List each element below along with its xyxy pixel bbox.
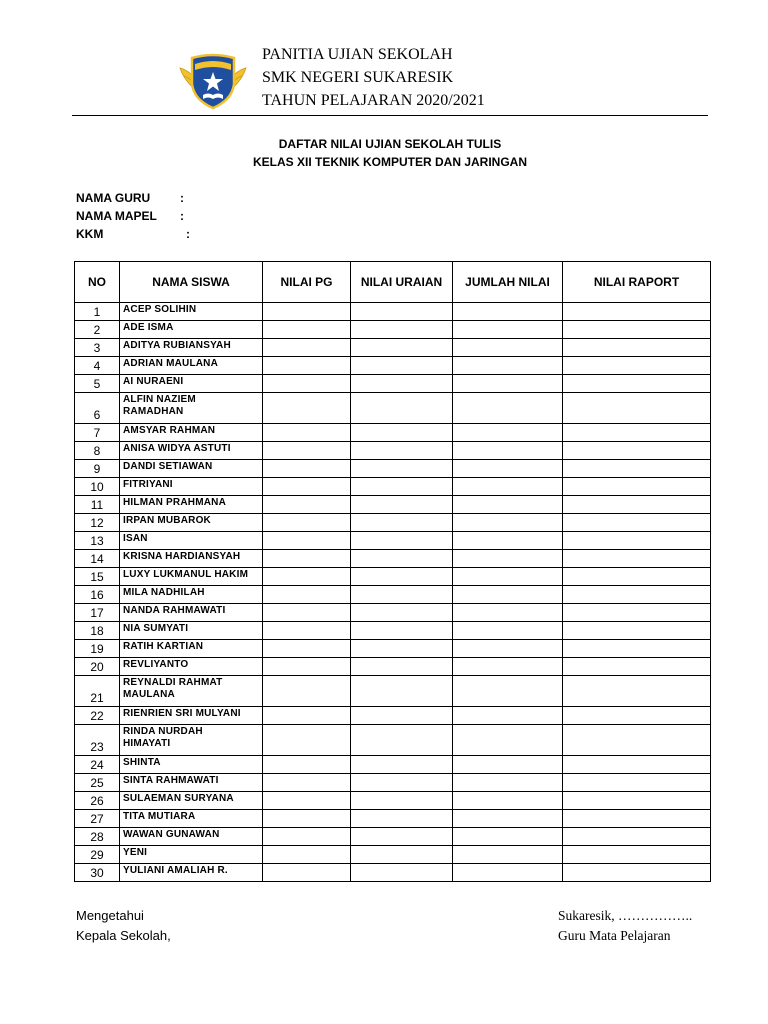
score-total-cell[interactable]	[453, 303, 563, 321]
score-pg-cell[interactable]	[263, 478, 351, 496]
student-name: SINTA RAHMAWATI	[120, 774, 263, 792]
score-total-cell[interactable]	[453, 810, 563, 828]
score-report-cell[interactable]	[563, 568, 711, 586]
score-total-cell[interactable]	[453, 339, 563, 357]
student-name: ADRIAN MAULANA	[120, 357, 263, 375]
score-report-cell[interactable]	[563, 375, 711, 393]
table-row	[75, 460, 711, 478]
student-name: MILA NADHILAH	[120, 586, 263, 604]
table-row	[75, 375, 711, 393]
table-row	[75, 707, 711, 725]
table-row	[75, 586, 711, 604]
score-pg-cell[interactable]	[263, 774, 351, 792]
acknowledged-label: Mengetahui	[76, 908, 144, 923]
row-number: 18	[75, 622, 120, 640]
row-number: 4	[75, 357, 120, 375]
place-date-line: Sukaresik, ……………..	[558, 908, 693, 923]
score-total-cell[interactable]	[453, 321, 563, 339]
score-total-cell[interactable]	[453, 375, 563, 393]
score-pg-cell[interactable]	[263, 676, 351, 707]
kkm-field	[76, 227, 190, 241]
student-name: FITRIYANI	[120, 478, 263, 496]
score-total-cell[interactable]	[453, 707, 563, 725]
row-number: 15	[75, 568, 120, 586]
row-number: 24	[75, 756, 120, 774]
row-number: 9	[75, 460, 120, 478]
student-name: REYNALDI RAHMAT MAULANA	[120, 676, 263, 707]
student-name: LUXY LUKMANUL HAKIM	[120, 568, 263, 586]
score-total-cell[interactable]	[453, 442, 563, 460]
score-pg-cell[interactable]	[263, 303, 351, 321]
student-name: ACEP SOLIHIN	[120, 303, 263, 321]
row-number: 17	[75, 604, 120, 622]
score-report-cell[interactable]	[563, 707, 711, 725]
student-name: ISAN	[120, 532, 263, 550]
score-report-cell[interactable]	[563, 586, 711, 604]
student-name: REVLIYANTO	[120, 658, 263, 676]
score-total-cell[interactable]	[453, 846, 563, 864]
row-number: 22	[75, 707, 120, 725]
score-pg-cell[interactable]	[263, 393, 351, 424]
score-essay-cell[interactable]	[351, 622, 453, 640]
score-report-cell[interactable]	[563, 640, 711, 658]
score-total-cell[interactable]	[453, 604, 563, 622]
row-number: 3	[75, 339, 120, 357]
kkm-colon: :	[186, 227, 190, 241]
row-number: 26	[75, 792, 120, 810]
score-report-cell[interactable]	[563, 496, 711, 514]
score-report-cell[interactable]	[563, 339, 711, 357]
score-total-cell[interactable]	[453, 658, 563, 676]
student-name: NANDA RAHMAWATI	[120, 604, 263, 622]
score-pg-cell[interactable]	[263, 514, 351, 532]
score-pg-cell[interactable]	[263, 496, 351, 514]
score-pg-cell[interactable]	[263, 640, 351, 658]
table-row	[75, 756, 711, 774]
score-essay-cell[interactable]	[351, 568, 453, 586]
score-total-cell[interactable]	[453, 774, 563, 792]
row-number: 16	[75, 586, 120, 604]
score-pg-cell[interactable]	[263, 756, 351, 774]
score-pg-cell[interactable]	[263, 550, 351, 568]
score-pg-cell[interactable]	[263, 828, 351, 846]
subject-label: NAMA MAPEL	[76, 209, 157, 223]
table-row	[75, 496, 711, 514]
row-number: 23	[75, 725, 120, 756]
score-essay-cell[interactable]	[351, 375, 453, 393]
score-total-cell[interactable]	[453, 725, 563, 756]
student-name: ADITYA RUBIANSYAH	[120, 339, 263, 357]
score-report-cell[interactable]	[563, 321, 711, 339]
score-report-cell[interactable]	[563, 676, 711, 707]
score-total-cell[interactable]	[453, 828, 563, 846]
score-total-cell[interactable]	[453, 676, 563, 707]
row-number: 5	[75, 375, 120, 393]
score-total-cell[interactable]	[453, 550, 563, 568]
table-row	[75, 676, 711, 707]
score-essay-cell[interactable]	[351, 846, 453, 864]
score-total-cell[interactable]	[453, 357, 563, 375]
table-header-row	[75, 262, 711, 303]
document-subtitle: KELAS XII TEKNIK KOMPUTER DAN JARINGAN	[252, 155, 527, 169]
score-pg-cell[interactable]	[263, 357, 351, 375]
score-report-cell[interactable]	[563, 622, 711, 640]
col-header-report: NILAI RAPORT	[563, 262, 711, 303]
subject-teacher-label: Guru Mata Pelajaran	[558, 928, 671, 943]
score-essay-cell[interactable]	[351, 532, 453, 550]
row-number: 19	[75, 640, 120, 658]
table-row	[75, 864, 711, 882]
row-number: 2	[75, 321, 120, 339]
row-number: 28	[75, 828, 120, 846]
score-report-cell[interactable]	[563, 357, 711, 375]
score-essay-cell[interactable]	[351, 496, 453, 514]
score-total-cell[interactable]	[453, 496, 563, 514]
score-essay-cell[interactable]	[351, 321, 453, 339]
score-pg-cell[interactable]	[263, 321, 351, 339]
score-essay-cell[interactable]	[351, 514, 453, 532]
table-row	[75, 532, 711, 550]
score-essay-cell[interactable]	[351, 828, 453, 846]
score-report-cell[interactable]	[563, 478, 711, 496]
score-pg-cell[interactable]	[263, 622, 351, 640]
score-essay-cell[interactable]	[351, 707, 453, 725]
score-essay-cell[interactable]	[351, 303, 453, 321]
score-report-cell[interactable]	[563, 550, 711, 568]
score-pg-cell[interactable]	[263, 658, 351, 676]
col-header-no: NO	[75, 262, 120, 303]
row-number: 1	[75, 303, 120, 321]
student-name: YENI	[120, 846, 263, 864]
score-pg-cell[interactable]	[263, 586, 351, 604]
score-total-cell[interactable]	[453, 568, 563, 586]
row-number: 12	[75, 514, 120, 532]
score-pg-cell[interactable]	[263, 846, 351, 864]
score-essay-cell[interactable]	[351, 774, 453, 792]
score-pg-cell[interactable]	[263, 568, 351, 586]
table-row	[75, 303, 711, 321]
score-pg-cell[interactable]	[263, 339, 351, 357]
score-pg-cell[interactable]	[263, 864, 351, 882]
committee-name: PANITIA UJIAN SEKOLAH	[262, 46, 453, 63]
score-essay-cell[interactable]	[351, 442, 453, 460]
score-essay-cell[interactable]	[351, 864, 453, 882]
table-row	[75, 424, 711, 442]
score-essay-cell[interactable]	[351, 756, 453, 774]
score-pg-cell[interactable]	[263, 375, 351, 393]
student-name: RATIH KARTIAN	[120, 640, 263, 658]
row-number: 6	[75, 393, 120, 424]
score-report-cell[interactable]	[563, 604, 711, 622]
score-report-cell[interactable]	[563, 514, 711, 532]
score-pg-cell[interactable]	[263, 442, 351, 460]
student-name: HILMAN PRAHMANA	[120, 496, 263, 514]
row-number: 29	[75, 846, 120, 864]
score-essay-cell[interactable]	[351, 792, 453, 810]
table-row	[75, 514, 711, 532]
kkm-label: KKM	[76, 227, 104, 241]
score-report-cell[interactable]	[563, 864, 711, 882]
score-pg-cell[interactable]	[263, 792, 351, 810]
score-report-cell[interactable]	[563, 725, 711, 756]
student-name: IRPAN MUBAROK	[120, 514, 263, 532]
student-name: ALFIN NAZIEM RAMADHAN	[120, 393, 263, 424]
grade-table-body	[75, 303, 711, 882]
score-report-cell[interactable]	[563, 756, 711, 774]
table-row	[75, 357, 711, 375]
score-essay-cell[interactable]	[351, 424, 453, 442]
score-total-cell[interactable]	[453, 864, 563, 882]
teacher-colon: :	[180, 191, 184, 205]
teacher-signature-block	[558, 906, 692, 946]
score-total-cell[interactable]	[453, 792, 563, 810]
school-name: SMK NEGERI SUKARESIK	[262, 69, 454, 86]
principal-signature-block	[76, 906, 171, 946]
table-row	[75, 725, 711, 756]
score-report-cell[interactable]	[563, 442, 711, 460]
score-essay-cell[interactable]	[351, 357, 453, 375]
table-row	[75, 774, 711, 792]
score-report-cell[interactable]	[563, 532, 711, 550]
row-number: 20	[75, 658, 120, 676]
teacher-field	[76, 191, 184, 205]
student-name: YULIANI AMALIAH R.	[120, 864, 263, 882]
row-number: 13	[75, 532, 120, 550]
table-row	[75, 792, 711, 810]
table-row	[75, 810, 711, 828]
subject-colon: :	[180, 209, 184, 223]
student-name: SHINTA	[120, 756, 263, 774]
student-name: AI NURAENI	[120, 375, 263, 393]
score-total-cell[interactable]	[453, 640, 563, 658]
student-name: WAWAN GUNAWAN	[120, 828, 263, 846]
student-name: AMSYAR RAHMAN	[120, 424, 263, 442]
row-number: 27	[75, 810, 120, 828]
row-number: 30	[75, 864, 120, 882]
student-name: NIA SUMYATI	[120, 622, 263, 640]
table-row	[75, 550, 711, 568]
table-row	[75, 339, 711, 357]
score-total-cell[interactable]	[453, 622, 563, 640]
letterhead-rule	[72, 115, 708, 116]
row-number: 25	[75, 774, 120, 792]
row-number: 11	[75, 496, 120, 514]
score-total-cell[interactable]	[453, 514, 563, 532]
score-report-cell[interactable]	[563, 810, 711, 828]
table-row	[75, 622, 711, 640]
score-total-cell[interactable]	[453, 586, 563, 604]
row-number: 21	[75, 676, 120, 707]
score-report-cell[interactable]	[563, 828, 711, 846]
col-header-name: NAMA SISWA	[120, 262, 263, 303]
score-essay-cell[interactable]	[351, 478, 453, 496]
student-name: ADE ISMA	[120, 321, 263, 339]
score-pg-cell[interactable]	[263, 725, 351, 756]
score-essay-cell[interactable]	[351, 676, 453, 707]
score-report-cell[interactable]	[563, 774, 711, 792]
score-report-cell[interactable]	[563, 846, 711, 864]
row-number: 7	[75, 424, 120, 442]
score-essay-cell[interactable]	[351, 810, 453, 828]
score-pg-cell[interactable]	[263, 810, 351, 828]
score-total-cell[interactable]	[453, 756, 563, 774]
school-logo	[178, 50, 248, 112]
score-pg-cell[interactable]	[263, 532, 351, 550]
table-row	[75, 442, 711, 460]
student-name: TITA MUTIARA	[120, 810, 263, 828]
score-essay-cell[interactable]	[351, 460, 453, 478]
letterhead	[262, 43, 485, 112]
col-header-total: JUMLAH NILAI	[453, 262, 563, 303]
table-row	[75, 658, 711, 676]
subject-field	[76, 209, 184, 223]
table-row	[75, 478, 711, 496]
principal-label: Kepala Sekolah,	[76, 928, 171, 943]
score-essay-cell[interactable]	[351, 550, 453, 568]
table-row	[75, 828, 711, 846]
student-name: KRISNA HARDIANSYAH	[120, 550, 263, 568]
score-total-cell[interactable]	[453, 460, 563, 478]
score-essay-cell[interactable]	[351, 640, 453, 658]
score-report-cell[interactable]	[563, 393, 711, 424]
teacher-label: NAMA GURU	[76, 191, 151, 205]
score-pg-cell[interactable]	[263, 460, 351, 478]
score-essay-cell[interactable]	[351, 339, 453, 357]
col-header-essay: NILAI URAIAN	[351, 262, 453, 303]
score-total-cell[interactable]	[453, 532, 563, 550]
score-essay-cell[interactable]	[351, 725, 453, 756]
score-pg-cell[interactable]	[263, 707, 351, 725]
row-number: 10	[75, 478, 120, 496]
student-name: RIENRIEN SRI MULYANI	[120, 707, 263, 725]
row-number: 8	[75, 442, 120, 460]
score-total-cell[interactable]	[453, 393, 563, 424]
student-name: SULAEMAN SURYANA	[120, 792, 263, 810]
score-total-cell[interactable]	[453, 424, 563, 442]
score-essay-cell[interactable]	[351, 393, 453, 424]
student-name: ANISA WIDYA ASTUTI	[120, 442, 263, 460]
score-report-cell[interactable]	[563, 792, 711, 810]
table-row	[75, 568, 711, 586]
academic-year: TAHUN PELAJARAN 2020/2021	[262, 92, 485, 109]
score-pg-cell[interactable]	[263, 604, 351, 622]
col-header-pg: NILAI PG	[263, 262, 351, 303]
table-row	[75, 640, 711, 658]
score-report-cell[interactable]	[563, 658, 711, 676]
score-essay-cell[interactable]	[351, 604, 453, 622]
student-name: RINDA NURDAH HIMAYATI	[120, 725, 263, 756]
table-row	[75, 393, 711, 424]
score-pg-cell[interactable]	[263, 424, 351, 442]
student-name: DANDI SETIAWAN	[120, 460, 263, 478]
document-title: DAFTAR NILAI UJIAN SEKOLAH TULIS	[278, 137, 502, 151]
table-row	[75, 604, 711, 622]
score-report-cell[interactable]	[563, 424, 711, 442]
score-total-cell[interactable]	[453, 478, 563, 496]
row-number: 14	[75, 550, 120, 568]
score-essay-cell[interactable]	[351, 658, 453, 676]
score-report-cell[interactable]	[563, 303, 711, 321]
score-report-cell[interactable]	[563, 460, 711, 478]
table-row	[75, 321, 711, 339]
grade-table	[74, 261, 711, 882]
score-essay-cell[interactable]	[351, 586, 453, 604]
table-row	[75, 846, 711, 864]
